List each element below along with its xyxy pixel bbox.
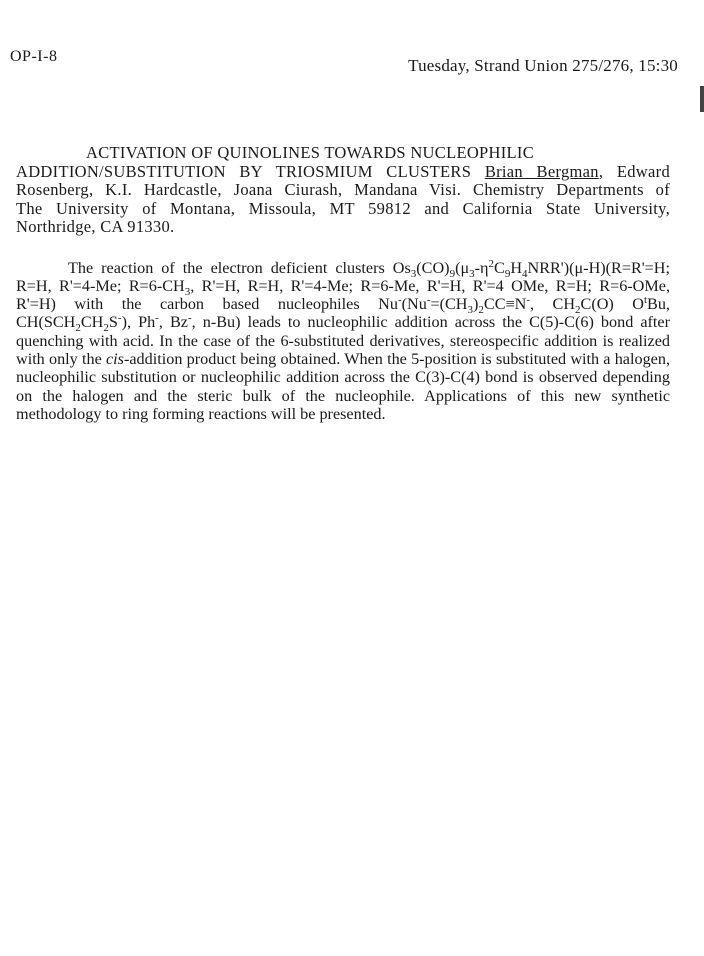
superscript: -	[187, 312, 192, 325]
title-line-1: ACTIVATION OF QUINOLINES TOWARDS NUCLEOPHILIC	[86, 143, 535, 162]
body-text-run: S	[108, 313, 118, 332]
abstract-code: OP-I-8	[10, 48, 58, 65]
body-text-run: ), Ph	[121, 313, 156, 332]
body-text-run: -η	[474, 258, 489, 277]
superscript: t	[643, 294, 648, 307]
subscript: 3	[467, 304, 473, 317]
body-text-run: CC≡N	[483, 295, 527, 314]
abstract	[16, 144, 670, 423]
subscript: 2	[575, 304, 581, 317]
body-text-run: NRR')(μ-H)(R=R'=H; R=H, R'=4-Me; R=6-CH	[16, 258, 670, 295]
subscript: 2	[103, 322, 109, 335]
body-text-run: =(CH	[430, 295, 468, 314]
body-text-run: )	[473, 295, 479, 314]
subscript: 9	[449, 267, 456, 280]
body-text-run: , Bz	[158, 313, 188, 332]
abstract-body	[16, 259, 670, 424]
body-text-run: Bu, CH(SCH	[16, 295, 670, 332]
address-line: Northridge, CA 91330.	[16, 217, 175, 236]
body-text-run: , CH	[529, 295, 576, 314]
superscript: -	[397, 294, 402, 307]
body-text-run: (CO)	[416, 258, 450, 277]
superscript: -	[426, 294, 431, 307]
body-text-run: , n-Bu) leads to nucleophilic addition across the C(5)-C(6) bond after quenching with acid. In the case of the 6-substituted derivatives, stereospecific addition is realized with only the	[16, 313, 671, 368]
title-block	[16, 144, 670, 237]
superscript: -	[526, 294, 530, 307]
subscript: 3	[184, 285, 191, 298]
title-line-2-text: ADDITION/SUBSTITUTION BY TRIOSMIUM CLUSTERS	[16, 161, 472, 181]
superscript: 2	[488, 257, 494, 270]
affiliation-line: The University of Montana, Missoula, MT 59812 and California State University,	[16, 198, 670, 218]
subscript: 2	[75, 322, 81, 335]
body-text-run: (μ	[455, 258, 470, 277]
superscript: -	[155, 312, 159, 325]
scan-edge-mark	[700, 86, 704, 112]
body-text-run: CH	[80, 313, 104, 332]
authors-line: Rosenberg, K.I. Hardcastle, Joana Ciurash, Mandana Visi. Chemistry Departments of	[16, 180, 670, 199]
superscript: -	[117, 312, 122, 325]
body-text-run: C(O) O	[580, 295, 644, 314]
body-text-run: C	[494, 258, 505, 277]
body-text-run: H	[510, 258, 523, 277]
body-text-run: (Nu	[401, 295, 427, 314]
body-text-run: , R'=H, R=H, R'=4-Me; R=6-Me, R'=H, R'=4 OMe, R=H; R=6-OMe, R'=H) with the carbon based nucleophiles Nu	[16, 276, 670, 314]
body-text-run: The reaction of the electron deficient clusters Os	[68, 258, 411, 277]
body-text-run: -addition product being obtained. When the 5-position is substituted with a halogen, nucleophilic substitution or nucleophilic addition across the C(3)-C(4) bond is observed depending on the halogen and the steric bulk of the nucleophile. Applications of this new synthetic methodology to ring forming reactions will be presented.	[16, 349, 671, 423]
subscript: 3	[469, 267, 475, 280]
session-info: Tuesday, Strand Union 275/276, 15:30	[408, 56, 678, 75]
subscript: 4	[522, 267, 528, 280]
subscript: 3	[410, 267, 417, 280]
presenting-author: Brian Bergman	[484, 161, 599, 181]
title-line-2	[16, 163, 670, 182]
italic-term: cis	[106, 349, 124, 368]
subscript: 9	[504, 267, 511, 280]
subscript: 2	[478, 304, 484, 317]
title-line-2-tail: , Edward	[598, 161, 670, 181]
